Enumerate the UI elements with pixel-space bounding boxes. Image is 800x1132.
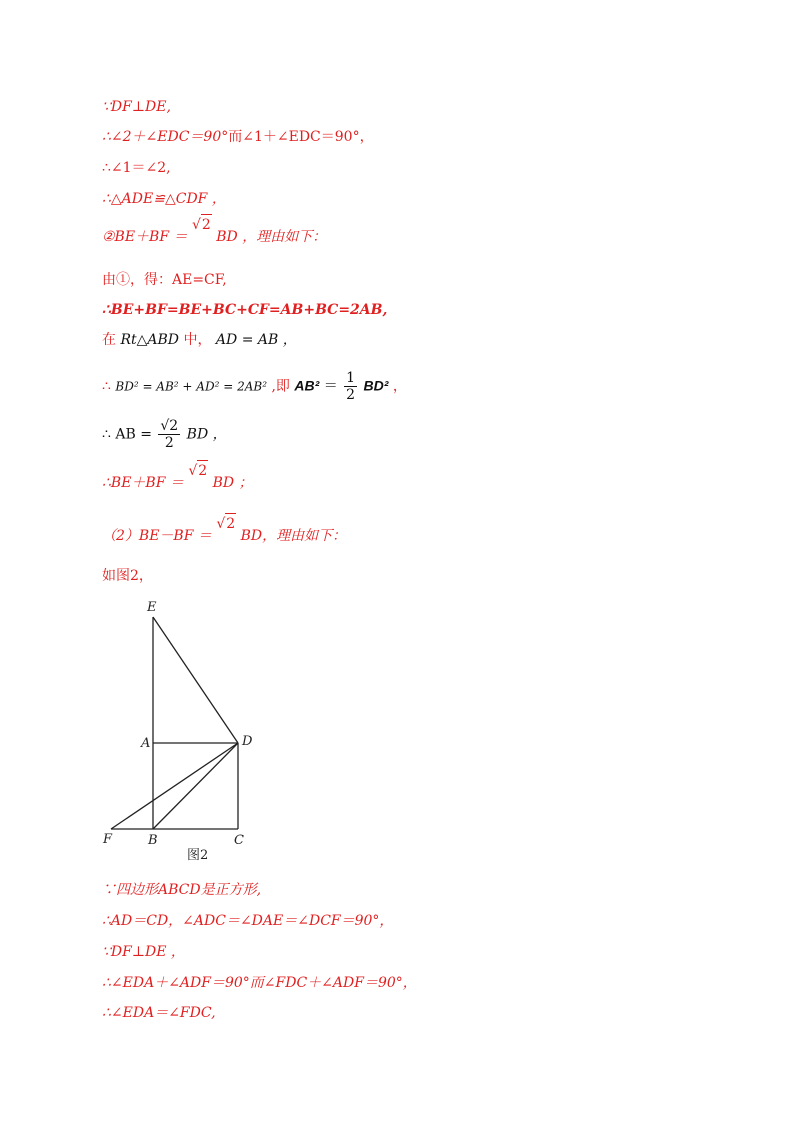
text-line-14: ∵四边形ABCD是正方形, bbox=[102, 882, 262, 898]
figure-caption: 图2 bbox=[187, 848, 209, 863]
label-point-F: F bbox=[103, 832, 113, 847]
text-line-2: ∴∠2＋∠EDC＝90°而∠1＋∠EDC＝90°， bbox=[102, 129, 374, 145]
label-point-D: D bbox=[242, 734, 253, 749]
text-line-6: 由①，得：AE=CF, bbox=[102, 272, 227, 288]
segment-ED bbox=[153, 617, 238, 743]
geometry-figure-2 bbox=[95, 595, 275, 865]
label-point-B: B bbox=[148, 833, 158, 848]
text-line-12: （2）BE－BF ＝ √2 BD，理由如下： bbox=[102, 525, 346, 546]
text-line-15: ∴AD＝CD，∠ADC＝∠DAE＝∠DCF＝90°， bbox=[102, 913, 394, 929]
fraction-one-half: $\frac{1}{2}$ bbox=[346, 370, 356, 403]
text-line-5: ②BE＋BF ＝ √2 BD ，理由如下： bbox=[102, 226, 326, 247]
sqrt-2: √2 bbox=[192, 214, 212, 235]
text-line-4: ∴△ADE≌△CDF ， bbox=[102, 191, 226, 207]
text-line-1: ∵DF⊥DE, bbox=[102, 99, 171, 115]
label-point-E: E bbox=[147, 600, 157, 615]
text-line-13: 如图2， bbox=[102, 568, 153, 584]
text-line-16: ∵DF⊥DE ， bbox=[102, 944, 185, 960]
text-line-10: ∴ AB = $\frac{√2}{2}$ BD ， bbox=[102, 418, 227, 451]
segment-DF bbox=[111, 743, 238, 829]
text-line-7: ∴BE+BF=BE+BC+CF=AB+BC=2AB, bbox=[102, 302, 388, 318]
text-line-11: ∴BE＋BF ＝ √2 BD ； bbox=[102, 472, 253, 493]
sqrt-2: √2 bbox=[188, 460, 208, 481]
sqrt-2: √2 bbox=[216, 513, 236, 534]
text-line-9: ∴ BD² = AB² + AD² = 2AB² ,即 AB² ＝ $\frac{1}{2}$ BD² ， bbox=[102, 370, 407, 403]
label-point-A: A bbox=[141, 736, 151, 751]
text-line-8: 在 Rt△ABD 中， AD = AB ， bbox=[102, 332, 297, 348]
text-line-3: ∴∠1＝∠2, bbox=[102, 160, 171, 176]
segment-DB bbox=[153, 743, 238, 829]
text-line-18: ∴∠EDA＝∠FDC, bbox=[102, 1005, 216, 1021]
text-line-17: ∴∠EDA＋∠ADF＝90°而∠FDC＋∠ADF＝90°， bbox=[102, 975, 417, 991]
label-point-C: C bbox=[234, 833, 244, 848]
fraction-sqrt2-over-2: $\frac{√2}{2}$ bbox=[160, 418, 179, 451]
